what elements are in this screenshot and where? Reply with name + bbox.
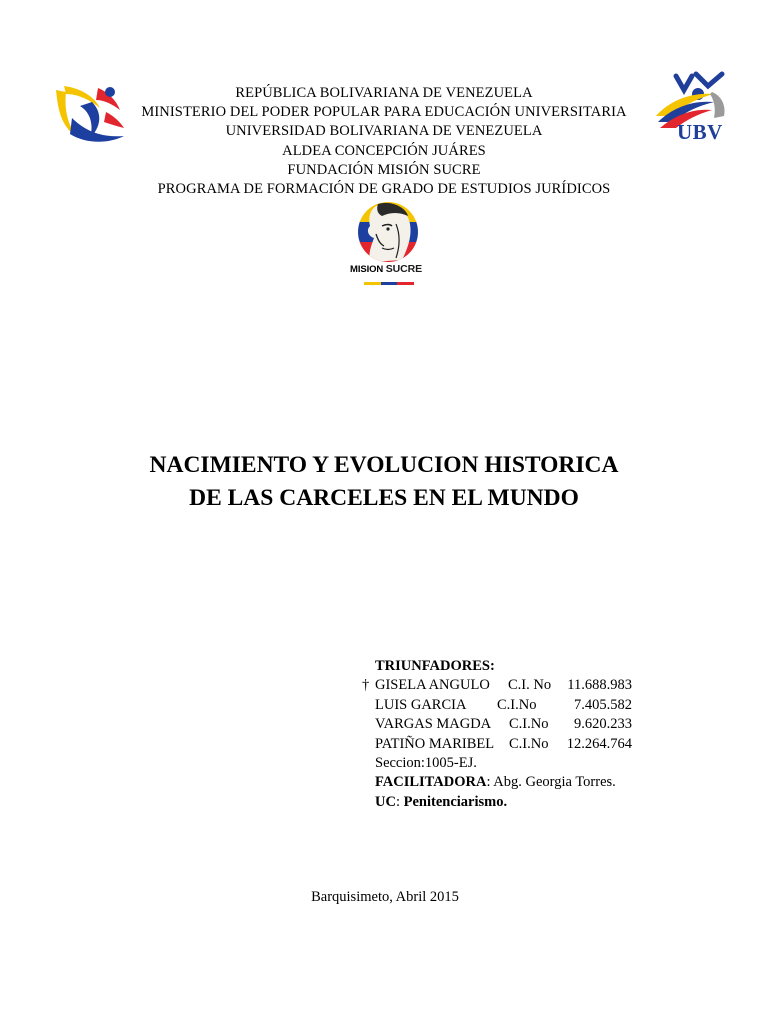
author-ci-number: 7.405.582 (574, 696, 632, 713)
header-line-ministry: MINISTERIO DEL PODER POPULAR PARA EDUCACIÓN UNIVERSITARIA (141, 104, 627, 121)
place-and-date: Barquisimeto, Abril 2015 (311, 889, 459, 905)
uc-line (375, 793, 507, 812)
header-line-aldea: ALDEA CONCEPCIÓN JUÁRES (282, 142, 486, 159)
author-ci-number: 11.688.983 (567, 677, 632, 694)
ministry-logo-icon (50, 78, 130, 150)
author-ci-label: C.I.No (509, 735, 549, 752)
authors-heading: TRIUNFADORES: (375, 658, 495, 674)
mision-sucre-flag-bar (364, 282, 414, 285)
facilitator-value: : Abg. Georgia Torres. (486, 774, 616, 791)
author-name: GISELA ANGULO (375, 677, 490, 694)
header-line-republic: REPÚBLICA BOLIVARIANA DE VENEZUELA (235, 85, 533, 101)
section-code: Seccion:1005-EJ. (375, 754, 477, 771)
author-name: VARGAS MAGDA (375, 716, 492, 733)
author-ci-number: 9.620.233 (574, 716, 632, 733)
author-name: LUIS GARCIA (375, 696, 467, 713)
ubv-logo-text: UBV (677, 120, 723, 144)
author-name: PATIÑO MARIBEL (375, 735, 495, 752)
deceased-mark: † (362, 677, 370, 694)
author-ci-label: C.I. No (508, 677, 552, 694)
author-ci-label: C.I.No (497, 696, 537, 713)
document-title (84, 449, 684, 515)
uc-value: Penitenciarismo. (403, 793, 508, 810)
mision-sucre-logo-text (350, 263, 422, 275)
title-line-2: DE LAS CARCELES EN EL MUNDO (189, 485, 579, 511)
mision-logo-word: MISION (350, 264, 384, 275)
author-ci-number: 12.264.764 (566, 735, 632, 752)
institution-header (120, 84, 648, 199)
header-line-foundation: FUNDACIÓN MISIÓN SUCRE (287, 161, 481, 178)
uc-label: UC (375, 793, 396, 810)
sucre-logo-word: SUCRE (385, 263, 422, 275)
facilitator-label: FACILITADORA (375, 774, 487, 791)
title-line-1: NACIMIENTO Y EVOLUCION HISTORICA (149, 452, 619, 478)
header-line-university: UNIVERSIDAD BOLIVARIANA DE VENEZUELA (225, 123, 543, 140)
author-ci-label: C.I.No (509, 716, 549, 733)
uc-separator: : (395, 793, 404, 810)
facilitator-line (375, 773, 616, 792)
header-line-program: PROGRAMA DE FORMACIÓN DE GRADO DE ESTUDIOS JURÍDICOS (157, 181, 611, 198)
